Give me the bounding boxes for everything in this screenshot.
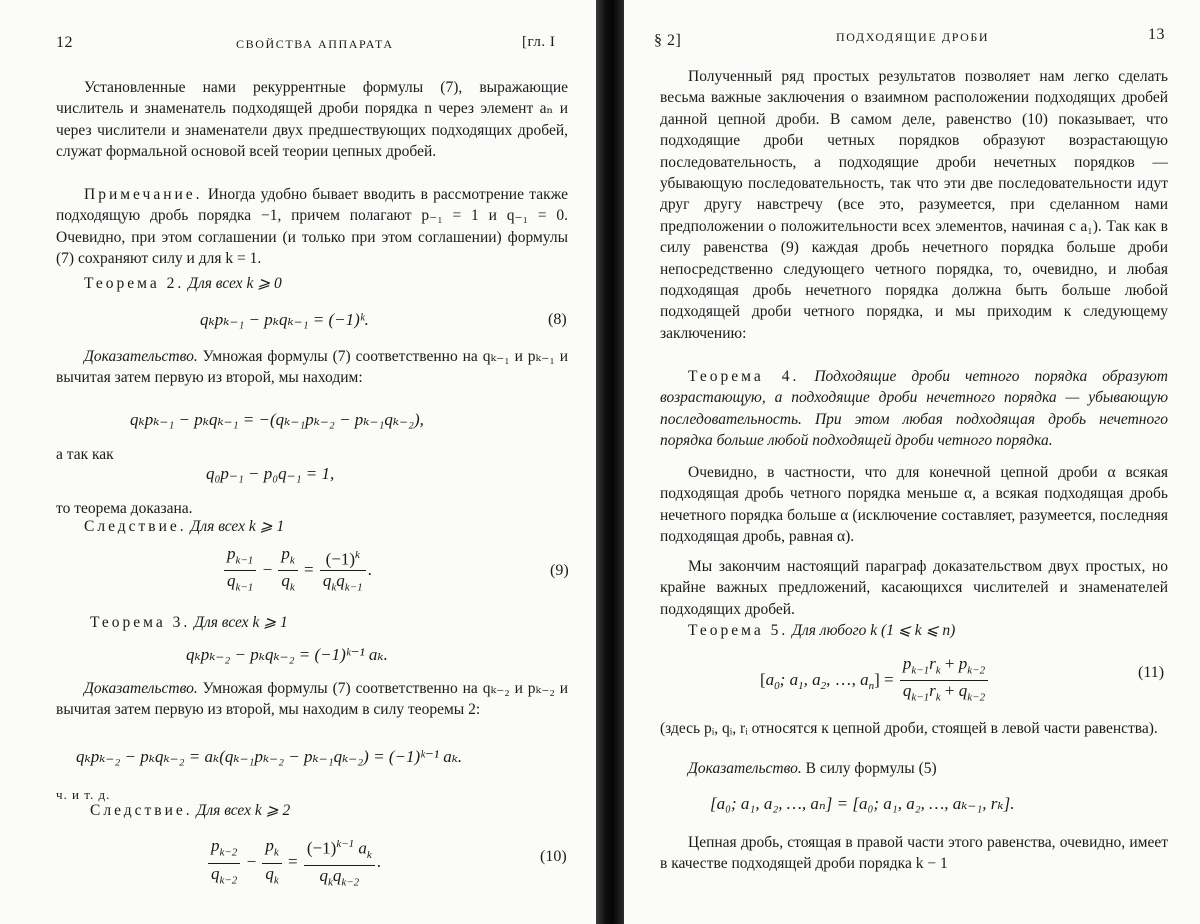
equation-10: $\frac{p_{k-2}}{q_{k-2}}$ − $\frac{p_k}{q_k}$ = $\frac{(-1)^{k-1} a_k}{q_kq_{k-2}}$ . (206, 834, 381, 892)
left-paragraph-1: Установленные нами рекуррентные формулы (7), выражающие числитель и знаменатель подходящей дроби порядка n через элемент aₙ и через числители и знаменатели двух предшествующих подходящих дробей, служат формальной основой всей теории цепных дробей. (56, 79, 568, 161)
corollary-1-text: Для всех k ⩾ 1 (190, 518, 285, 535)
equation-8-number: (8) (548, 311, 567, 328)
equation-11-number: (11) (1138, 664, 1165, 681)
theorem-3-label: Теорема 3. (90, 614, 191, 631)
right-paragraph-4: (здесь pᵢ, qᵢ, rᵢ относятся к цепной дроби, стоящей в левой части равенства). (660, 720, 1158, 737)
theorem-5 (660, 620, 1168, 641)
equation-11: [$a_0$; $a_1$, $a_2$, …, $a_n$] = $\frac{p_{k-1}r_k + p_{k-2}}{q_{k-1}r_k + q_{k-2}}$ (760, 654, 990, 708)
equation-proof-2: qₖpₖ₋₁ − pₖqₖ₋₁ = −(qₖ₋₁pₖ₋₂ − pₖ₋₁qₖ₋₂), (130, 410, 424, 429)
theorem-4-label: Теорема 4. (688, 368, 800, 385)
right-paragraph-2: Очевидно, в частности, что для конечной цепной дроби α всякая подходящая дробь четного порядка меньше α, а всякая подходящая дробь нечетного порядка больше α (исключение составляет, разумеется, последняя подходящая дробь, равная α). (660, 464, 1168, 546)
theorem-2 (56, 273, 568, 294)
theorem-4-text: Подходящие дроби четного порядка образуют возрастающую, а подходящие дроби нечетного порядка — убывающую последовательность. При этом любая подходящая дробь нечетного порядка больше любой подходящей дроби четного порядка. (660, 368, 1168, 450)
equation-10-number: (10) (540, 848, 567, 865)
equation-theorem-3: qₖpₖ₋₂ − pₖqₖ₋₂ = (−1)ᵏ⁻¹ aₖ. (186, 645, 388, 664)
right-page-number: 13 (1148, 26, 1165, 43)
corollary-2-label: Следствие. (90, 802, 193, 819)
proof-theorem-5-text: В силу формулы (5) (805, 760, 937, 777)
equation-8: qₖpₖ₋₁ − pₖqₖ₋₁ = (−1)ᵏ. (200, 310, 369, 329)
proof-5-label: Доказательство. (688, 760, 802, 777)
corollary-2 (62, 800, 568, 821)
theorem-2-text: Для всех k ⩾ 0 (188, 275, 282, 292)
qed-text: ч. и т. д. (56, 787, 111, 802)
left-running-title: СВОЙСТВА АППАРАТА (236, 37, 394, 51)
corollary-1-label: Следствие. (84, 518, 187, 535)
proof-3-label: Доказательство. (84, 680, 198, 697)
theorem-proved-text: то теорема доказана. (56, 500, 193, 517)
right-paragraph-3: Мы закончим настоящий параграф доказательством двух простых, но крайне важных предложений, касающихся числителей и знаменателей подходящих дробей. (660, 558, 1168, 618)
right-paragraph-5: Цепная дробь, стоящая в правой части этого равенства, очевидно, имеет в качестве подходящей дроби порядка k − 1 (660, 834, 1168, 873)
proof-theorem-3 (56, 678, 568, 721)
equation-9: $\frac{p_{k-1}}{q_{k-1}}$ − $\frac{p_k}{q_k}$ = $\frac{(-1)^k}{q_kq_{k-1}}$ . (222, 544, 372, 598)
proof-label: Доказательство. (84, 348, 198, 365)
corollary-2-text: Для всех k ⩾ 2 (196, 802, 291, 819)
theorem-3 (62, 612, 568, 633)
equation-initial: q₀p₋₁ − p₀q₋₁ = 1, (206, 464, 335, 483)
theorem-3-text: Для всех k ⩾ 1 (194, 614, 288, 631)
right-running-title: ПОДХОДЯЩИЕ ДРОБИ (836, 30, 990, 44)
proof-theorem-2-text: Умножая формулы (7) соответственно на qₖ₋₁ и pₖ₋₁ и вычитая затем первую из второй, мы находим: (56, 348, 569, 387)
proof-theorem-2 (56, 346, 568, 389)
right-page (624, 0, 1200, 924)
right-paragraph-1: Полученный ряд простых результатов позволяет нам легко сделать весьма важные заключения о взаимном расположении подходящих дробей данной цепной дроби. В самом деле, равенство (10) показывает, что подходящие дроби четных порядков образуют возрастающую последовательность, а подходящие дроби нечетных порядков — убывающую последовательность, так что эти две последовательности идут друг другу навстречу (все это, разумеется, при сделанном нами предположении о положительности всех элементов, начиная с a₁). Так как в силу равенства (9) каждая дробь нечетного порядка больше дроби непосредственно следующего четного порядка, то, очевидно, и любая подходящая дробь нечетного порядка должна быть больше любой подходящей дроби четного порядка, и мы приходим к следующему заключению: (660, 68, 1168, 342)
left-page (0, 0, 596, 924)
corollary-1 (56, 516, 568, 537)
book-gutter (596, 0, 624, 924)
proof-theorem-5 (660, 758, 1168, 779)
left-page-number: 12 (56, 34, 73, 51)
note-text: Иногда удобно бывает вводить в рассмотрение также подходящую дробь порядка −1, причем полагают p₋₁ = 1 и q₋₁ = 0. Очевидно, при этом соглашении (и только при этом соглашении) формулы (7) сохраняют силу и для k = 1. (56, 186, 568, 268)
equation-9-number: (9) (550, 562, 569, 579)
proof-theorem-3-text: Умножая формулы (7) соответственно на qₖ₋₂ и pₖ₋₂ и вычитая затем первую из второй, мы находим в силу теоремы 2: (56, 680, 569, 719)
theorem-2-label: Теорема 2. (84, 275, 185, 292)
equation-proof-3: qₖpₖ₋₂ − pₖqₖ₋₂ = aₖ(qₖ₋₁pₖ₋₂ − pₖ₋₁qₖ₋₂) = (−1)ᵏ⁻¹ aₖ. (76, 747, 463, 766)
since-text: а так как (56, 446, 114, 463)
theorem-5-text: Для любого k (1 ⩽ k ⩽ n) (792, 622, 956, 639)
right-section-label: § 2] (654, 32, 682, 49)
note-label: Примечание. (84, 186, 203, 203)
theorem-4 (660, 366, 1168, 452)
theorem-5-label: Теорема 5. (688, 622, 789, 639)
equation-proof-5: [a₀; a₁, a₂, …, aₙ] = [a₀; a₁, a₂, …, aₖ₋₁, rₖ]. (710, 794, 1015, 813)
left-note (56, 184, 568, 270)
left-chapter-label: [гл. I (522, 34, 556, 50)
